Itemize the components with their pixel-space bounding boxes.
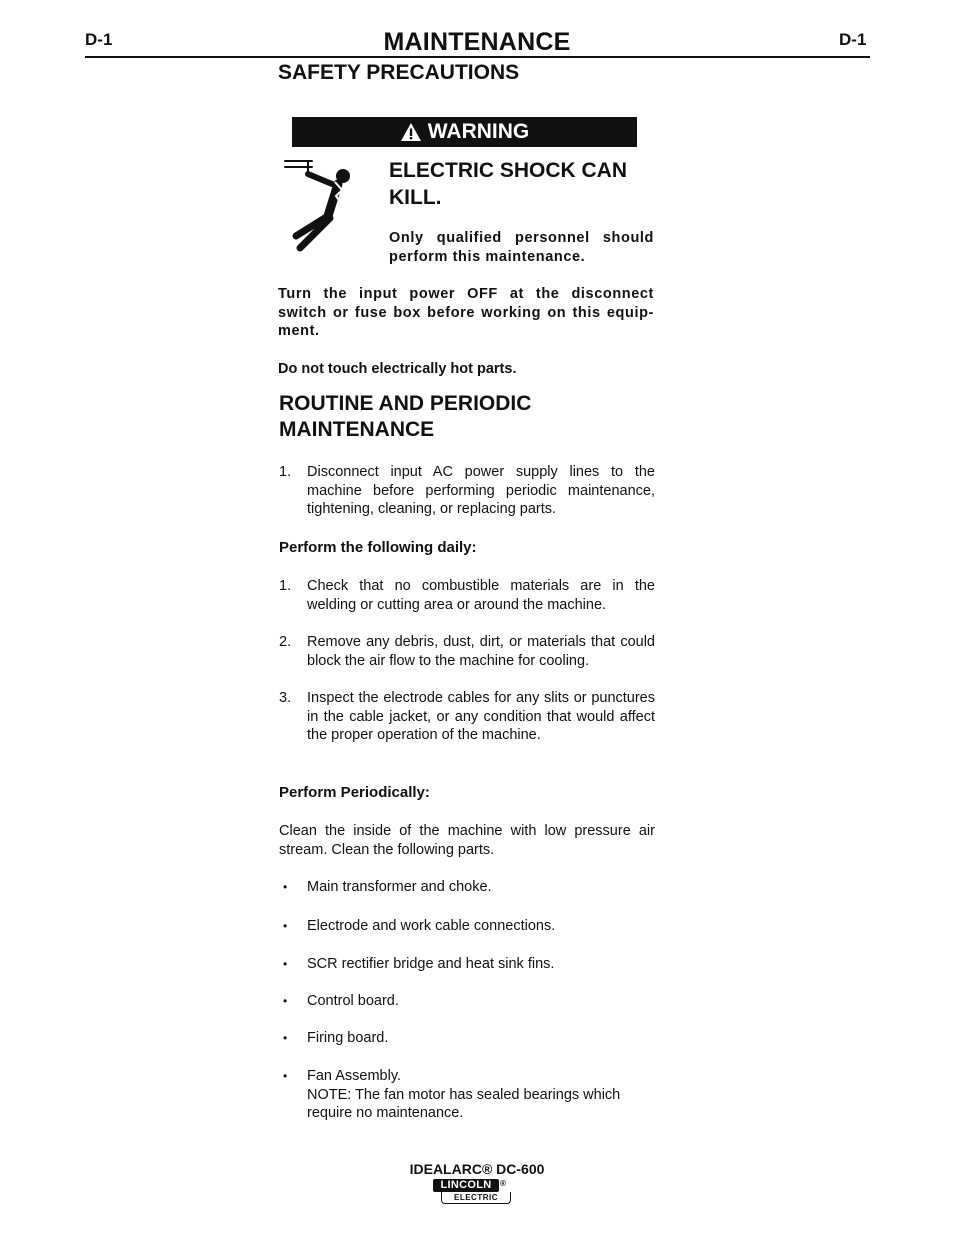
periodic-list-item: Electrode and work cable connections. xyxy=(307,918,556,934)
shock-warning-title: ELECTRIC SHOCK CAN KILL. xyxy=(389,159,628,209)
periodic-list-item: Main transformer and choke. xyxy=(307,879,492,895)
fan-note-line: require no maintenance. xyxy=(307,1105,464,1121)
periodic-intro: Clean the inside of the machine with low pressure air stream. Clean the following parts. xyxy=(279,823,655,858)
periodic-list-item: Control board. xyxy=(307,993,399,1009)
daily-item-number: 3. xyxy=(279,690,292,706)
fan-note-line: NOTE: The fan motor has sealed bearings which xyxy=(307,1086,621,1103)
power-off-text: Turn the input power OFF at the disconnect switch or fuse box before working on this equip-ment. xyxy=(278,286,654,339)
warning-triangle-icon xyxy=(400,122,422,142)
bullet-marker: • xyxy=(283,994,288,1008)
warning-banner xyxy=(292,117,637,147)
routine-item-text: Disconnect input AC power supply lines to the machine before performing periodic maintenance, tightening, cleaning, or replacing parts. xyxy=(307,464,655,517)
daily-item-text: Check that no combustible materials are in the welding or cutting area or around the machine. xyxy=(307,578,655,613)
no-touch-text: Do not touch electrically hot parts. xyxy=(278,361,517,377)
routine-heading: ROUTINE AND PERIODIC MAINTENANCE xyxy=(279,392,532,441)
bullet-marker: • xyxy=(283,919,288,933)
bullet-marker: • xyxy=(283,1031,288,1045)
daily-heading: Perform the following daily: xyxy=(279,539,477,556)
periodic-heading: Perform Periodically: xyxy=(279,784,430,801)
qualified-personnel-text: Only qualified personnel should perform this maintenance. xyxy=(389,230,654,265)
bullet-marker: • xyxy=(283,957,288,971)
periodic-list-item: Firing board. xyxy=(307,1030,389,1046)
periodic-list-item: SCR rectifier bridge and heat sink fins. xyxy=(307,956,555,972)
daily-item-text: Inspect the electrode cables for any slits or punctures in the cable jacket, or any condition that would affect the proper operation of the machine. xyxy=(307,690,655,743)
warning-label: WARNING xyxy=(427,120,530,143)
daily-item-number: 1. xyxy=(279,578,292,594)
daily-item-text: Remove any debris, dust, dirt, or materials that could block the air flow to the machine for cooling. xyxy=(307,634,655,669)
header-rule xyxy=(85,56,870,58)
periodic-list-item: Fan Assembly. xyxy=(307,1068,402,1084)
page-number-left: D-1 xyxy=(85,30,113,49)
logo-registered-mark: ® xyxy=(500,1179,506,1188)
routine-item-number: 1. xyxy=(279,464,292,480)
bullet-marker: • xyxy=(283,1069,288,1083)
page-number-right: D-1 xyxy=(839,30,867,49)
logo-bottom-text: ELECTRIC xyxy=(441,1192,511,1204)
lincoln-electric-logo xyxy=(433,1179,510,1206)
page-title: MAINTENANCE xyxy=(383,28,571,56)
bullet-marker: • xyxy=(283,880,288,894)
safety-heading: SAFETY PRECAUTIONS xyxy=(278,61,520,84)
logo-top-text: LINCOLN xyxy=(433,1179,499,1192)
electric-shock-icon xyxy=(280,154,360,254)
daily-item-number: 2. xyxy=(279,634,292,650)
model-name: IDEALARC® DC-600 xyxy=(409,1161,545,1177)
